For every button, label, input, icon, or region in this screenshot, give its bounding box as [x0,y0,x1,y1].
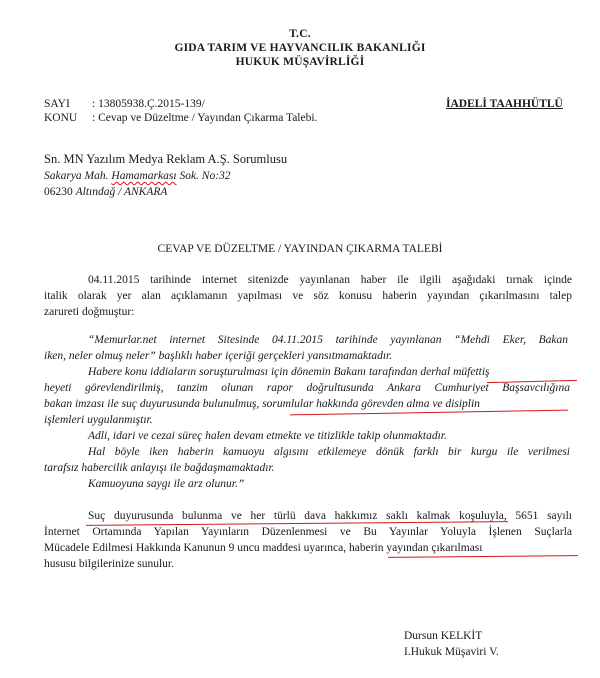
signature-name: Dursun KELKİT [404,630,483,642]
quote-line-3: Habere konu iddiaların soruşturulması için dönemin Bakanı tarafından derhal müfettiş [88,366,490,378]
closing-line-3: Mücadele Edilmesi Hakkında Kanunun 9 uncu maddesi uyarınca, haberin yayından çıkarılması [44,542,483,554]
header-ministry: GIDA TARIM VE HAYVANCILIK BAKANLIĞI [174,42,426,54]
quote-line-9: tarafsız habercilik anlayışı ile bağdaşmamaktadır. [44,462,275,474]
header-tc: T.C. [289,28,311,40]
sayi-value: : 13805938.Ç.2015-139/ [92,98,205,110]
konu-value: : Cevap ve Düzeltme / Yayından Çıkarma Talebi. [92,112,318,124]
quote-line-10: Kamuoyuna saygı ile arz olunur.” [88,478,245,490]
quote-line-8: Hal böyle iken haberin kamuoyu algısını etkilemeye dönük farklı bir kurgu ile verilmesi [88,446,570,458]
quote-line-5: bakan imzası ile suç duyurusunda bulunulmuş, sorumlular hakkında görevden alma ve disiplin [44,398,480,410]
closing-line-4: hususu bilgilerinize sunulur. [44,558,175,570]
recipient-street: Sakarya Mah. Hamamarkası Sok. No:32 [44,170,231,182]
underline-mark [388,555,578,558]
quote-line-1: “Memurlar.net internet Sitesinde 04.11.2015 tarihinde yayınlanan “Mehdi Eker, Bakan [88,334,568,346]
sayi-label: SAYI [44,98,70,110]
underline-mark [290,410,568,416]
signature-title: I.Hukuk Müşaviri V. [404,646,499,658]
intro-line-1: 04.11.2015 tarihinde internet sitenizde yayınlanan haber ile ilgili aşağıdaki tırnak içinde [88,274,572,286]
konu-label: KONU [44,112,78,124]
closing-line-2: İnternet Ortamında Yapılan Yayınların Düzenlenmesi ve Bu Yayınlar Yoluyla İşlenen Suçlarla [44,526,572,538]
quote-line-6: işlemleri uygulanmıştır. [44,414,153,426]
recipient-city: 06230 Altındağ / ANKARA [44,186,168,198]
intro-line-2: italik olarak yer alan açıklamanın yapılması ve söz konusu haberin yayından çıkarılmasını talep [44,290,572,302]
header-department: HUKUK MÜŞAVİRLİĞİ [235,56,365,68]
quote-line-7: Adli, idari ve cezai süreç halen devam etmekte ve titizlikle takip olunmaktadır. [88,430,447,442]
recipient-name: Sn. MN Yazılım Medya Reklam A.Ş. Sorumlusu [44,152,288,166]
subject-title: CEVAP VE DÜZELTME / YAYINDAN ÇIKARMA TALEBİ [157,243,443,255]
quote-line-4: heyeti görevlendirilmiş, tanzim olunan rapor doğrultusunda Ankara Cumhuriyet Başsavcılığına [44,382,570,394]
quote-line-2: iken, neler olmuş neler” başlıklı haber içeriği gerçekleri yansıtmamaktadır. [44,350,393,362]
closing-line-1: Suç duyurusunda bulunma ve her türlü dava hakkımız saklı kalmak koşuluyla, 5651 sayılı [88,510,572,522]
delivery-type: İADELİ TAAHHÜTLÜ [446,98,563,110]
intro-line-3: zarureti doğmuştur: [44,306,135,318]
